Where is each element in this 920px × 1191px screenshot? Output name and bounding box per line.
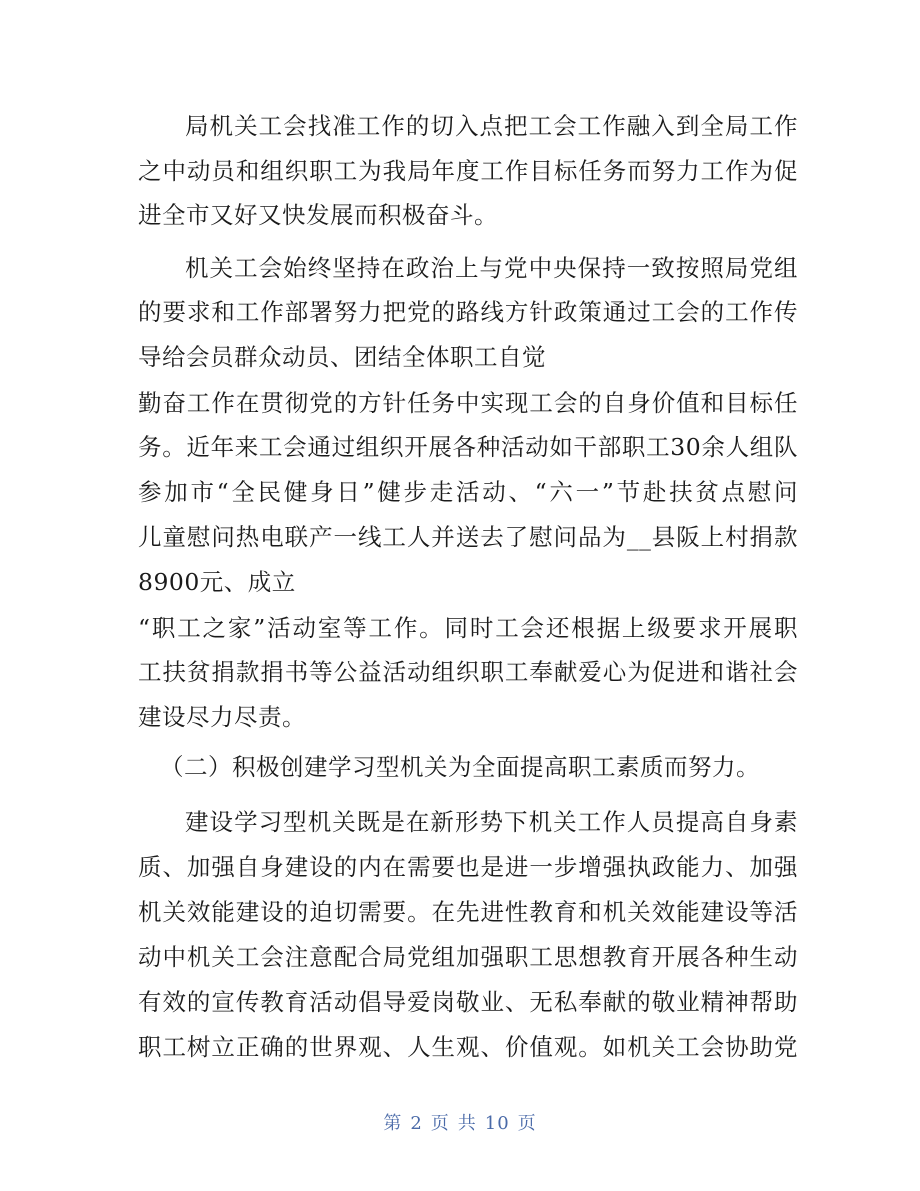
footer-suffix: 页 <box>517 1113 537 1134</box>
paragraph-2-line-3: 导给会员群众动员、团结全体职工自觉 <box>138 343 546 371</box>
page-footer <box>0 1110 920 1138</box>
paragraph-4-line-3: 建设尽力尽责。 <box>138 703 306 731</box>
paragraph-5-line-3: 机关效能建设的迫切需要。在先进性教育和机关效能建设等活 <box>138 898 798 926</box>
paragraph-5-line-5: 有效的宣传教育活动倡导爱岗敬业、无私奉献的敬业精神帮助 <box>138 988 798 1016</box>
paragraph-5-line-6: 职工树立正确的世界观、人生观、价值观。如机关工会协助党 <box>138 1033 798 1061</box>
footer-current-page: 2 <box>410 1113 423 1134</box>
footer-total-word: 共 <box>457 1113 477 1134</box>
footer-page-word: 页 <box>430 1113 450 1134</box>
paragraph-5-line-2: 质、加强自身建设的内在需要也是进一步增强执政能力、加强 <box>138 853 798 881</box>
paragraph-5-line-4: 动中机关工会注意配合局党组加强职工思想教育开展各种生动 <box>138 943 798 971</box>
section-heading: （二）积极创建学习型机关为全面提高职工素质而努力。 <box>160 753 760 781</box>
footer-total-pages: 10 <box>484 1113 510 1134</box>
paragraph-3-line-4: 儿童慰问热电联产一线工人并送去了慰问品为__县阪上村捐款 <box>138 523 798 551</box>
paragraph-1-line-3: 进全市又好又快发展而积极奋斗。 <box>138 201 498 229</box>
paragraph-5-line-1: 建设学习型机关既是在新形势下机关工作人员提高自身素 <box>185 808 798 836</box>
paragraph-2-line-2: 的要求和工作部署努力把党的路线方针政策通过工会的工作传 <box>138 298 798 326</box>
paragraph-1-line-2: 之中动员和组织职工为我局年度工作目标任务而努力工作为促 <box>138 157 798 185</box>
paragraph-3-line-2: 务。近年来工会通过组织开展各种活动如干部职工30余人组队 <box>138 433 798 461</box>
paragraph-4-line-1: “职工之家”活动室等工作。同时工会还根据上级要求开展职 <box>138 614 798 642</box>
footer-prefix: 第 <box>383 1113 403 1134</box>
paragraph-3-line-5: 8900元、成立 <box>138 568 296 596</box>
paragraph-1-line-1: 局机关工会找准工作的切入点把工会工作融入到全局工作 <box>185 112 798 140</box>
paragraph-3-line-3: 参加市“全民健身日”健步走活动、“六一”节赴扶贫点慰问 <box>138 478 798 506</box>
paragraph-3-line-1: 勤奋工作在贯彻党的方针任务中实现工会的自身价值和目标任 <box>138 389 798 417</box>
paragraph-4-line-2: 工扶贫捐款捐书等公益活动组织职工奉献爱心为促进和谐社会 <box>138 658 798 686</box>
paragraph-2-line-1: 机关工会始终坚持在政治上与党中央保持一致按照局党组 <box>185 254 798 282</box>
